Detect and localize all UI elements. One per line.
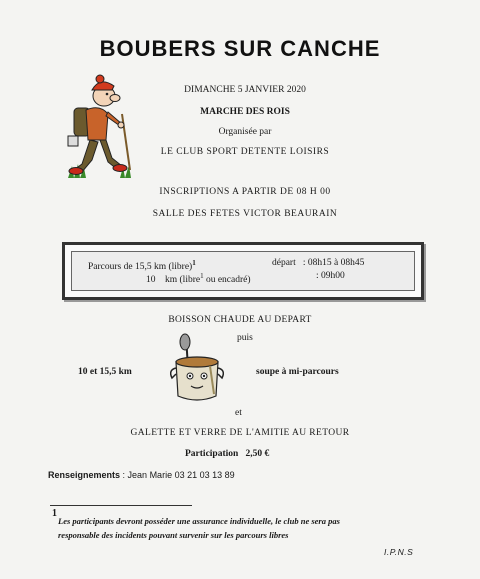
- organized-by: Organisée par: [218, 127, 272, 137]
- course-2-note: 1: [200, 272, 204, 280]
- footnote-line-1: Les participants devront posséder une assurance individuelle, le club ne sera pas: [58, 516, 340, 526]
- depart-time-1: : 08h15 à 08h45: [302, 258, 365, 268]
- course-2-detail-b: ou encadré): [205, 275, 251, 286]
- contact-line: [48, 470, 235, 480]
- puis-text: puis: [237, 333, 253, 343]
- course-1-note: 1: [192, 259, 196, 267]
- participation-price: 2,50 €: [245, 449, 270, 459]
- contact-value: : Jean Marie 03 21 03 13 89: [122, 470, 235, 480]
- footnote-divider: [50, 505, 192, 506]
- course-box: [62, 242, 424, 300]
- depart-time-2: : 09h00: [316, 271, 345, 281]
- event-name: MARCHE DES ROIS: [200, 107, 290, 117]
- course-1-label: Parcours de 15,5 km (libre): [88, 262, 193, 273]
- registration-time: INSCRIPTIONS A PARTIR DE 08 H 00: [159, 187, 331, 197]
- et-text: et: [235, 408, 242, 418]
- soup-pot-illustration: [164, 332, 230, 404]
- participation-label: Participation: [185, 449, 239, 459]
- contact-label: Renseignements: [48, 470, 121, 480]
- distances-text: 10 et 15,5 km: [78, 367, 132, 377]
- hiker-illustration: [60, 74, 142, 182]
- galette-text: GALETTE ET VERRE DE L'AMITIE AU RETOUR: [130, 428, 350, 438]
- course-row-2: [146, 270, 251, 287]
- club-name: LE CLUB SPORT DETENTE LOISIRS: [160, 147, 330, 157]
- soupe-text: soupe à mi-parcours: [256, 367, 339, 377]
- ipns-mark: I.P.N.S: [384, 547, 414, 557]
- footnote-line-2: responsable des incidents pouvant survenir sur les parcours libres: [58, 530, 289, 540]
- registration-place: SALLE DES FETES VICTOR BEAURAIN: [152, 209, 338, 219]
- depart-label: départ: [272, 258, 296, 268]
- footnote-marker: 1: [52, 508, 57, 519]
- course-2-distance: 10: [146, 275, 156, 286]
- page-title: BOUBERS SUR CANCHE: [99, 36, 381, 61]
- course-2-detail-a: km (libre: [165, 275, 201, 286]
- event-date: DIMANCHE 5 JANVIER 2020: [184, 85, 306, 95]
- boisson-text: BOISSON CHAUDE AU DEPART: [168, 315, 312, 325]
- participation: [185, 449, 269, 459]
- course-1-depart: [272, 257, 364, 270]
